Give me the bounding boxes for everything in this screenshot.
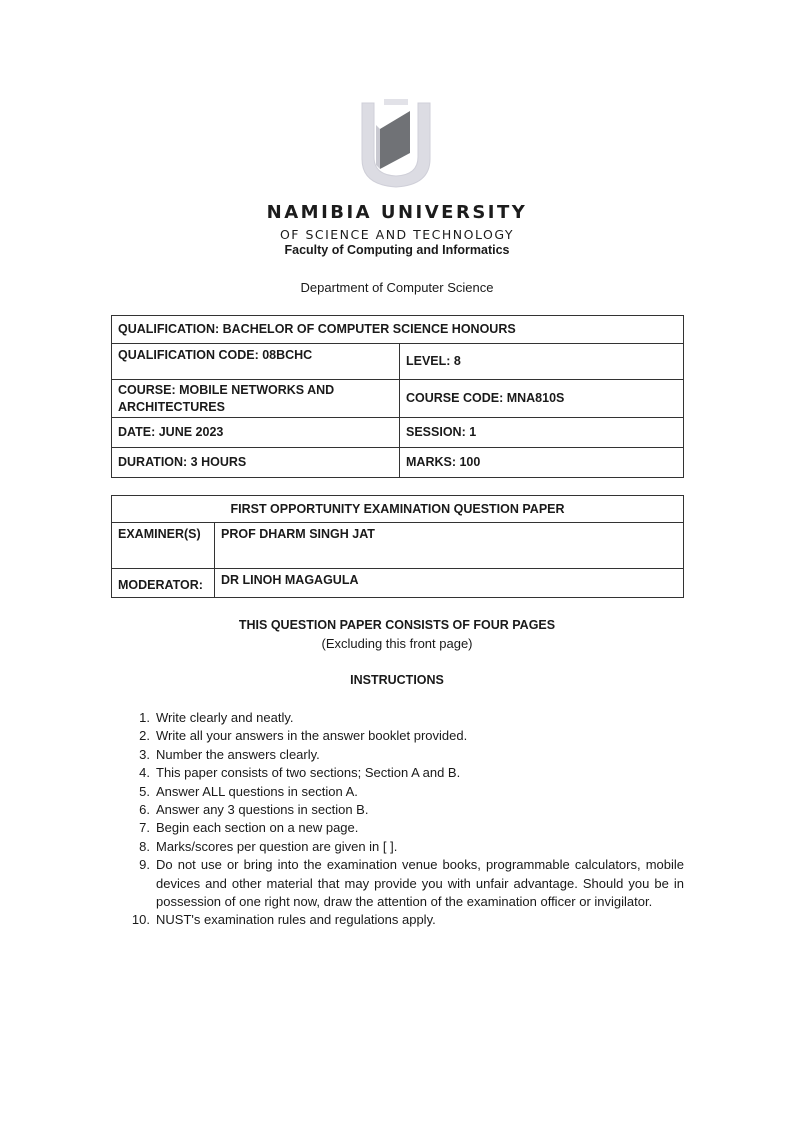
- date-cell: DATE: JUNE 2023: [112, 418, 400, 448]
- instruction-item: [128, 709, 684, 727]
- university-logo-icon: [354, 95, 438, 191]
- instruction-number: 2.: [139, 728, 150, 744]
- instruction-number: 4.: [139, 765, 150, 781]
- instructions-list: [128, 709, 684, 930]
- instruction-number: 5.: [139, 783, 150, 799]
- instruction-text: Write all your answers in the answer booklet provided.: [156, 728, 468, 744]
- instruction-number: 3.: [139, 746, 150, 762]
- instruction-text: Number the answers clearly.: [156, 746, 320, 762]
- instruction-text: Answer any 3 questions in section B.: [156, 802, 369, 818]
- exam-title-cell: FIRST OPPORTUNITY EXAMINATION QUESTION PAPER: [112, 496, 684, 523]
- instruction-item: [128, 764, 684, 782]
- page-count-note: THIS QUESTION PAPER CONSISTS OF FOUR PAGES: [238, 618, 556, 632]
- marks-cell: MARKS: 100: [400, 448, 684, 478]
- instruction-item: [128, 727, 684, 745]
- qualification-cell: QUALIFICATION: BACHELOR OF COMPUTER SCIENCE HONOURS: [112, 316, 684, 344]
- instruction-text: Write clearly and neatly.: [156, 710, 294, 725]
- course-cell: [112, 380, 400, 418]
- instruction-item: [128, 856, 684, 911]
- instruction-item: [128, 801, 684, 819]
- qualification-code-cell: QUALIFICATION CODE: 08BCHC: [112, 344, 400, 380]
- instruction-item: [128, 746, 684, 764]
- qualification-table: [111, 315, 684, 478]
- instruction-text: Begin each section on a new page.: [156, 820, 359, 836]
- moderator-name: DR LINOH MAGAGULA: [215, 569, 684, 598]
- instruction-number: 10.: [131, 912, 150, 928]
- faculty-name: Faculty of Computing and Informatics: [284, 243, 510, 257]
- excluding-note: (Excluding this front page): [321, 636, 473, 651]
- level-cell: LEVEL: 8: [400, 344, 684, 380]
- examiner-label: EXAMINER(S): [112, 523, 215, 569]
- instruction-item: [128, 783, 684, 801]
- instruction-text: Do not use or bring into the examination venue books, programmable calculators, mobile devices and other material that may provide you with unfair advantage. Should you be in possession of one right now, draw the attention of the examination officer or invigilator.: [156, 857, 684, 910]
- instruction-item: [128, 819, 684, 837]
- university-name: NAMIBIA UNIVERSITY: [266, 202, 528, 223]
- department-name: Department of Computer Science: [300, 280, 494, 295]
- course-line-1: COURSE: MOBILE NETWORKS AND: [118, 382, 335, 397]
- instruction-number: 7.: [139, 820, 150, 836]
- instruction-number: 6.: [139, 802, 150, 818]
- instruction-item: [128, 911, 684, 929]
- instructions-title: INSTRUCTIONS: [350, 673, 444, 687]
- instruction-number: 8.: [139, 838, 150, 854]
- examiner-name: PROF DHARM SINGH JAT: [215, 523, 684, 569]
- duration-cell: DURATION: 3 HOURS: [112, 448, 400, 478]
- instruction-text: NUST's examination rules and regulations apply.: [156, 912, 436, 928]
- course-line-2: ARCHITECTURES: [118, 399, 225, 414]
- instruction-text: Answer ALL questions in section A.: [156, 783, 358, 799]
- instruction-item: [128, 838, 684, 856]
- university-subtitle: OF SCIENCE AND TECHNOLOGY: [279, 227, 515, 242]
- session-cell: SESSION: 1: [400, 418, 684, 448]
- course-code-cell: COURSE CODE: MNA810S: [400, 380, 684, 418]
- instruction-number: 9.: [139, 857, 150, 873]
- examiner-table: [111, 495, 684, 598]
- instruction-number: 1.: [139, 710, 150, 725]
- moderator-label: MODERATOR:: [112, 569, 215, 598]
- instruction-text: Marks/scores per question are given in [ ].: [156, 838, 398, 854]
- instruction-text: This paper consists of two sections; Section A and B.: [156, 765, 461, 781]
